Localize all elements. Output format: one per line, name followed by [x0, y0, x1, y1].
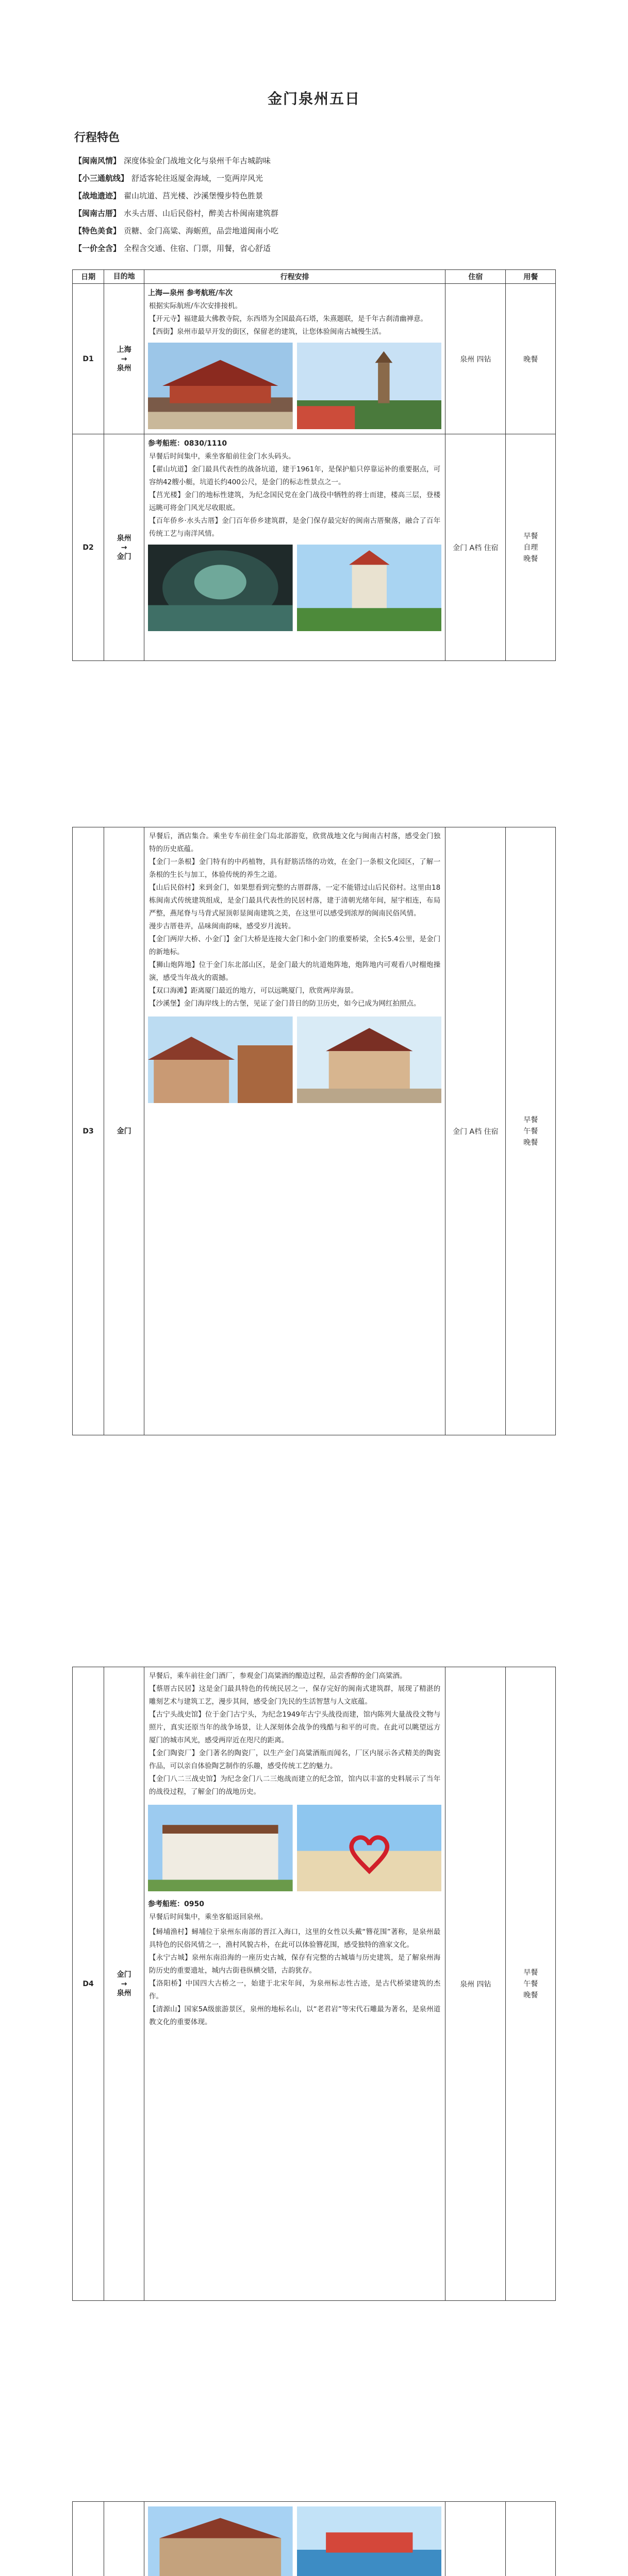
dest-from: 金门: [117, 1970, 131, 1979]
meal-3: 晚餐: [523, 554, 538, 563]
dest-to: 泉州: [117, 1989, 131, 1997]
dest-cell: 金门: [104, 827, 144, 1435]
stay-cell: [445, 2502, 506, 2576]
meal-2: 午餐: [523, 1979, 538, 1988]
plan-text: 早餐后，酒店集合。乘坐专车前往金门岛北部游览，欣赏战地文化与闽南古村落，感受金门独特的历史底蕴。 【金门一条根】金门特有的中药植物，具有舒筋活络的功效，在金门一条根文化园区，了解一条根的生长与加工，体验传统的养生之道。 【山后民俗村】来到金门，如果想看到完整的古厝群落，一定不能错过山后民俗村。这里由18栋闽南式传统建筑组成，是金门最具代表性的民居村落，建于清朝光绪年间，屋宇相连，布局严整，燕尾脊与马背式屋顶彰显闽南建筑之美，在这里可以感受到浓厚的闽南民俗风情。 漫步古厝巷弄，品味闽南韵味，感受岁月流转。 【金门两岸大桥、小金门】金门大桥是连接大金门和小金门的重要桥梁，全长5.4公里，是金门的新地标。 【狮山炮阵地】位于金门东北部山区，是金门最大的坑道炮阵地，炮阵地内可观看八吋榴炮操演，感受当年战火的震撼。 【双口海滩】距离厦门最近的地方，可以远眺厦门，欣赏两岸海景。 【沙溪堡】金门海岸线上的古堡，见证了金门昔日的防卫历史，如今已成为网红拍照点。: [149, 832, 441, 1008]
photo-row: [145, 540, 444, 635]
feature-tag: 【闽南古厝】: [74, 209, 121, 218]
feature-tag: 【小三通航线】: [74, 174, 129, 183]
meal-1: 早餐: [523, 532, 538, 540]
dest-cell: [104, 2502, 144, 2576]
day-label: D4: [73, 1667, 104, 2301]
feature-item: [74, 240, 556, 257]
plan-text: 早餐后，乘车前往金门酒厂，参观金门高粱酒的酿造过程，品尝香醇的金门高粱酒。 【蔡厝古民居】这是金门最具特色的传统民居之一，保存完好的闽南式建筑群，展现了精湛的雕刻艺术与建筑工艺，漫步其间，感受金门先民的生活智慧与人文底蕴。 【古宁头战史馆】位于金门古宁头，为纪念1949年古宁头战役而建，馆内陈列大量战役文物与照片，真实还原当年的战争场景，让人深刻体会战争的残酷与和平的可贵。在此可以眺望远方厦门的城市风光，感受两岸近在咫尺的距离。 【金门陶瓷厂】金门著名的陶瓷厂，以生产金门高粱酒瓶而闻名，厂区内展示各式精美的陶瓷作品，可以亲自体验陶艺制作的乐趣，感受传统工艺的魅力。 【金门八二三战史馆】为纪念金门八二三炮战而建立的纪念馆，馆内以丰富的史料展示了当年的战役过程，了解金门的战地历史。: [149, 1672, 441, 1796]
feature-text: 全程含交通、住宿、门票，用餐，省心舒适: [124, 244, 271, 253]
itinerary-table-cont3: [72, 2501, 556, 2576]
feature-tag: 【战地遗迹】: [74, 191, 121, 200]
day-label: D3: [73, 827, 104, 1435]
day-label: D1: [73, 284, 104, 434]
photo-row: [145, 2502, 444, 2576]
plan-head: 上海—泉州 参考航班/车次: [148, 289, 233, 297]
feature-list: [72, 152, 556, 257]
stay-cell: 泉州 四钻: [445, 1667, 506, 2301]
dest-cell: [104, 434, 144, 661]
dest-cell: [104, 284, 144, 434]
photo-row: [145, 1012, 444, 1107]
feature-text: 深度体验金门战地文化与泉州千年古城韵味: [124, 156, 271, 165]
dest-from: 泉州: [117, 534, 131, 543]
feature-item: [74, 205, 556, 222]
table-row-d5: [73, 2502, 556, 2576]
photo-temple: [148, 343, 293, 429]
photo-house: [297, 1016, 442, 1103]
day-label: [73, 2502, 104, 2576]
photo-pagoda: [297, 343, 442, 429]
feature-text: 翟山坑道、莒光楼、沙溪堡慢步特色胜景: [124, 191, 263, 200]
meal-1: 早餐: [523, 1115, 538, 1124]
stay-cell: 金门 A档 住宿: [445, 434, 506, 661]
header-meal: 用餐: [506, 270, 556, 284]
page-4: [72, 2501, 556, 2576]
photo-old-town: [148, 2506, 293, 2576]
section-title: 行程特色: [74, 131, 120, 144]
flight-info: 参考船班：0950: [148, 1900, 204, 1908]
plan-para: 早餐后时间集中，乘坐客船前往金门水头码头。: [149, 452, 295, 461]
table-header-row: [73, 270, 556, 284]
table-row-d4: [73, 1667, 556, 2301]
plan-text: 【开元寺】福建最大佛教寺院，东西塔为全国最高石塔，朱熹题联，是千年古刹清幽禅意。 【西街】泉州市最早开发的街区，保留老的建筑，让您体验闽南古城慢生活。: [149, 315, 428, 336]
flight-info: 参考船班：0830/1110: [148, 439, 227, 448]
feature-text: 水头古厝、山后民俗村，醉美古朴闽南建筑群: [124, 209, 279, 218]
photo-row: [145, 338, 444, 433]
stay-cell: 泉州 四钻: [445, 284, 506, 434]
feature-item: [74, 152, 556, 170]
doc-title: 金门泉州五日: [267, 90, 360, 107]
plan-text: 【翟山坑道】金门最具代表性的战备坑道，建于1961年，是保护船只停靠运补的重要据点，可容纳42艘小艇，坑道长约400公尺，是金门的标志性景点之一。 【莒光楼】金门的地标性建筑，为纪念国民党在金门战役中牺牲的将士而建，楼高三层，登楼远眺可将金门风光尽收眼底。 【百年侨乡·水头古厝】金门百年侨乡建筑群，是金门保存最完好的闽南古厝聚落，融合了百年传统工艺与南洋风情。: [149, 465, 441, 538]
meal-cell: 晚餐: [506, 284, 556, 434]
plan-cell: [144, 1667, 445, 2301]
feature-item: [74, 170, 556, 187]
header-dest: 目的地: [104, 270, 144, 284]
header-stay: 住宿: [445, 270, 506, 284]
meal-2: 午餐: [523, 1127, 538, 1136]
plan-cell: [144, 434, 445, 661]
meal-3: 晚餐: [523, 1138, 538, 1147]
dest-arrow: →: [121, 1979, 127, 1988]
dest-cell: [104, 1667, 144, 2301]
itinerary-table: [72, 269, 556, 661]
dest-to: 金门: [117, 552, 131, 561]
itinerary-table-cont: [72, 827, 556, 1435]
meal-cell: [506, 2502, 556, 2576]
page-3: [72, 1667, 556, 2301]
photo-village: [148, 1016, 293, 1103]
feature-item: [74, 187, 556, 205]
plan-cell: [144, 827, 445, 1435]
meal-cell: [506, 434, 556, 661]
feature-tag: 【特色美食】: [74, 226, 121, 235]
dest-arrow: →: [121, 543, 127, 552]
table-row-d3: [73, 827, 556, 1435]
day-label: D2: [73, 434, 104, 661]
photo-row: [145, 1801, 444, 1895]
meal-3: 晚餐: [523, 1991, 538, 1999]
photo-seaside: [297, 2506, 442, 2576]
meal-2: 自理: [523, 543, 538, 552]
plan-cell: [144, 2502, 445, 2576]
feature-tag: 【一价全含】: [74, 244, 121, 253]
dest-from: 上海: [117, 345, 131, 354]
header-day: 日期: [73, 270, 104, 284]
photo-beach-heart: [297, 1805, 442, 1891]
feature-text: 舒适客轮往返厦金海域，一览两岸风光: [131, 174, 263, 183]
table-row-d1: [73, 284, 556, 434]
meal-cell: [506, 827, 556, 1435]
plan-para: 根据实际航班/车次安排接机。: [149, 302, 242, 310]
plan-cell: [144, 284, 445, 434]
photo-tunnel: [148, 545, 293, 631]
photo-tower: [297, 545, 442, 631]
header-plan: 行程安排: [144, 270, 445, 284]
itinerary-table-cont2: [72, 1667, 556, 2301]
feature-tag: 【闽南风情】: [74, 156, 121, 165]
stay-cell: 金门 A档 住宿: [445, 827, 506, 1435]
feature-item: [74, 222, 556, 240]
meal-cell: [506, 1667, 556, 2301]
page-2: [72, 827, 556, 1435]
table-row-d2: [73, 434, 556, 661]
feature-text: 贡糖、金门高粱、海蛎煎，品尝地道闽南小吃: [124, 226, 279, 235]
dest-to: 泉州: [117, 364, 131, 372]
plan-text-2: 【蟳埔渔村】蟳埔位于泉州东南部的晋江入海口，这里的女性以头戴“簪花围”著称，是泉州最具特色的民俗风情之一，渔村风貌古朴，在此可以体验簪花围，感受独特的渔家文化。 【永宁古城】泉州东南沿海的一座历史古城，保存有完整的古城墙与历史建筑，是了解泉州海防历史的重要遗址，城内古街巷纵横交错，古韵犹存。 【洛阳桥】中国四大古桥之一，始建于北宋年间，为泉州标志性古迹，是古代桥梁建筑的杰作。 【清源山】国家5A级旅游景区，泉州的地标名山，以“老君岩”等宋代石雕最为著名，是泉州道教文化的重要体现。: [149, 1928, 441, 2026]
plan-para: 早餐后时间集中，乘坐客船返回泉州。: [149, 1913, 268, 1921]
meal-1: 早餐: [523, 1968, 538, 1977]
page-1: [72, 10, 556, 661]
dest-arrow: →: [121, 354, 127, 363]
photo-building: [148, 1805, 293, 1891]
